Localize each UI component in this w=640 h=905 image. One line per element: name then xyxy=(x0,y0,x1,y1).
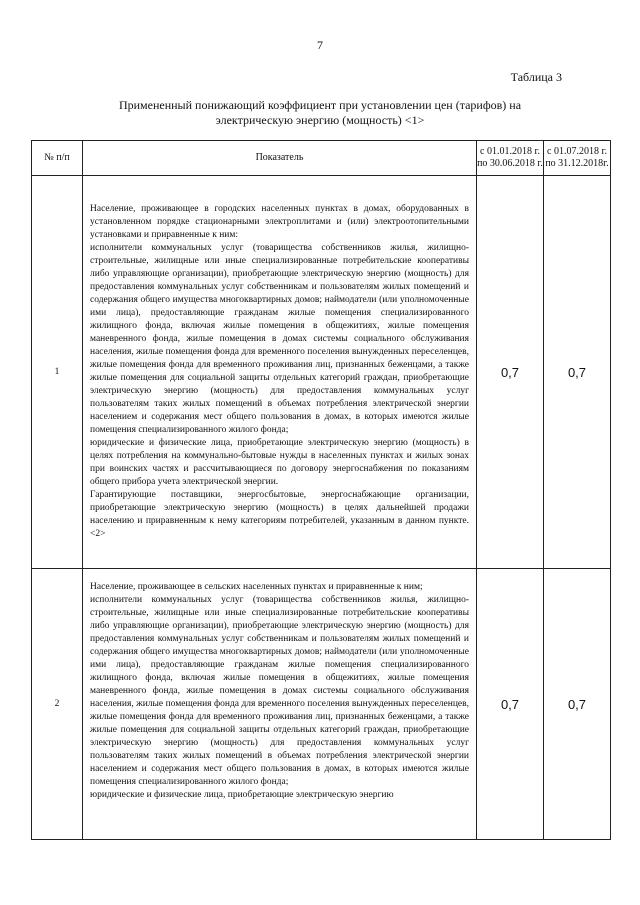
page-number: 7 xyxy=(317,38,323,52)
column-header-number: № п/п xyxy=(32,141,83,176)
indicator-paragraph: исполнители коммунальных услуг (товарищества собственников жилья, жилищно-строительные, жилищные или иные специализированные потребительские кооперативы либо управляющие организации), приобретающие электрическую энергию (мощность) для предоставления коммунальных услуг собственникам и пользователям жилых помещений и содержания общего имущества многоквартирных домов; наймодатели (или уполномоченные ими лица), предоставляющие гражданам жилые помещения специализированного жилищного фонда, включая жилые помещения в общежитиях, жилые помещения маневренного фонда, жилые помещения в домах системы социального обслуживания населения, жилые помещения фонда для временного поселения вынужденных переселенцев, жилые помещения фонда для временного проживания лиц, признанных беженцами, а также жилые помещения для социальной защиты отдельных категорий граждан, приобретающие электрическую энергию (мощность) для предоставления коммунальных услуг пользователям таких жилых помещений в объемах потребления электрической энергии населением и содержания мест общего пользования в домах, в которых имеются жилые помещения специализированного жилого фонда; xyxy=(90,243,469,435)
indicator-text xyxy=(83,176,477,569)
table-row xyxy=(32,176,611,569)
indicator-paragraph: Население, проживающее в сельских населенных пунктах и приравненные к ним; xyxy=(90,581,423,592)
column-header-period-2: с 01.07.2018 г. по 31.12.2018г. xyxy=(544,141,611,176)
indicator-paragraph: исполнители коммунальных услуг (товарищества собственников жилья, жилищно-строительные, жилищные или иные специализированные потребительские кооперативы либо управляющие организации), приобретающие электрическую энергию (мощность) для предоставления коммунальных услуг собственникам и пользователям жилых помещений и содержания общего имущества многоквартирных домов; наймодатели (или уполномоченные ими лица), предоставляющие гражданам жилые помещения специализированного жилищного фонда, включая жилые помещения в общежитиях, жилые помещения маневренного фонда, жилые помещения в домах системы социального обслуживания населения, жилые помещения фонда для временного поселения вынужденных переселенцев, жилые помещения фонда для временного проживания лиц, признанных беженцами, а также жилые помещения для социальной защиты отдельных категорий граждан, приобретающие электрическую энергию (мощность) для предоставления коммунальных услуг пользователям таких жилых помещений в объемах потребления электрической энергии населением и содержания мест общего пользования в домах, в которых имеются жилые помещения специализированного жилого фонда; xyxy=(90,594,469,787)
row-number: 1 xyxy=(32,176,83,569)
table-row xyxy=(32,569,611,840)
column-header-period-1: с 01.01.2018 г. по 30.06.2018 г. xyxy=(477,141,544,176)
table-header xyxy=(32,141,611,176)
coefficient-period-2: 0,7 xyxy=(544,569,611,840)
tariff-coefficient-table xyxy=(31,140,611,840)
coefficient-period-1: 0,7 xyxy=(477,176,544,569)
column-header-indicator: Показатель xyxy=(83,141,477,176)
row-number: 2 xyxy=(32,569,83,840)
indicator-text-clip xyxy=(90,581,469,828)
indicator-paragraph: юридические и физические лица, приобретающие электрическую энергию (мощность) в целях потребления на коммунально-бытовые нужды в населенных пунктах и жилых зонах при воинских частях и рассчитывающиеся по договору энергоснабжения по показаниям общего прибора учета электрической энергии. xyxy=(90,438,469,487)
table-title: Примененный понижающий коэффициент при установлении цен (тарифов) на электрическую энергию (мощность) <1> xyxy=(118,98,522,127)
coefficient-period-1: 0,7 xyxy=(477,569,544,840)
table-label: Таблица 3 xyxy=(510,70,562,84)
indicator-paragraph: Гарантирующие поставщики, энергосбытовые, энергоснабжающие организации, приобретающие электрическую энергию (мощность) в целях дальнейшей продажи населению и приравненным к нему категориям потребителей, указанным в данном пункте. <2> xyxy=(90,490,469,539)
coefficient-period-2: 0,7 xyxy=(544,176,611,569)
indicator-paragraph: Население, проживающее в городских населенных пунктах в домах, оборудованных в установленном порядке стационарными электроплитами и (или) электроотопительными установками и приравненные к ним: xyxy=(90,204,469,240)
indicator-text xyxy=(83,569,477,840)
indicator-paragraph: юридические и физические лица, приобретающие электрическую энергию xyxy=(90,789,394,800)
